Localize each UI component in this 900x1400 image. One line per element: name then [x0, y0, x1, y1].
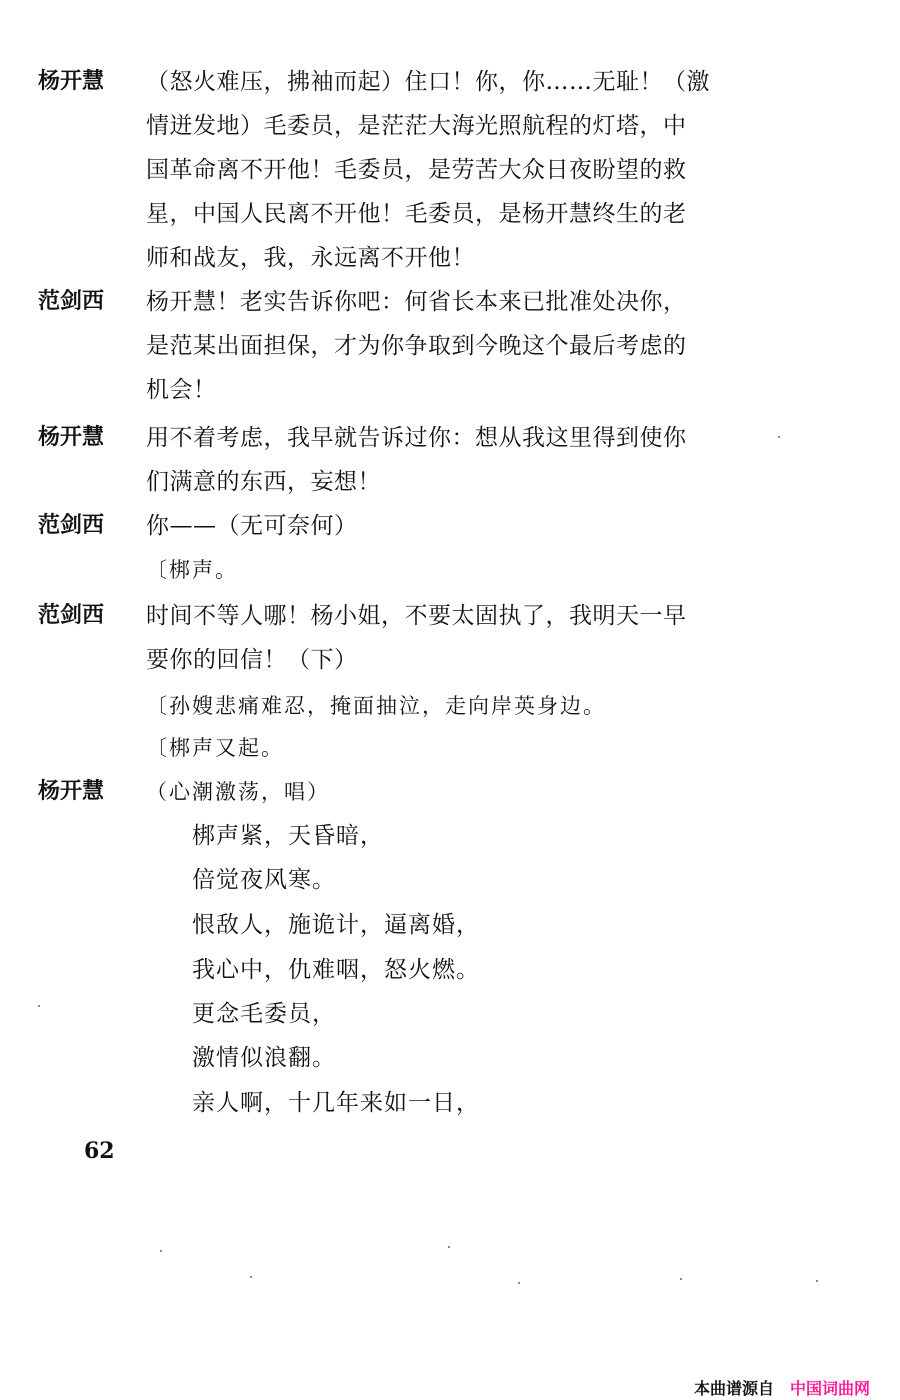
scan-speck — [160, 1250, 162, 1252]
scan-speck — [38, 1005, 40, 1007]
watermark-site: 中国词曲网 — [790, 1379, 871, 1398]
dialogue-line: 是范某出面担保，才为你争取到今晚这个最后考虑的 — [146, 333, 687, 359]
dialogue-line: 国革命离不开他！毛委员，是劳苦大众日夜盼望的救 — [146, 157, 687, 183]
verse-line: 激情似浪翻。 — [192, 1045, 336, 1071]
watermark — [694, 1376, 870, 1399]
dialogue-lines — [146, 280, 786, 412]
dialogue-line: （心潮激荡，唱） — [146, 780, 330, 804]
dialogue-line: 要你的回信！（下） — [146, 647, 358, 673]
dialogue-line: 情迸发地）毛委员，是茫茫大海光照航程的灯塔，中 — [146, 113, 687, 139]
stage-direction: 〔梆声。 — [146, 558, 238, 582]
dialogue-line: 师和战友，我，永远离不开他！ — [146, 245, 475, 271]
speaker-name: 范剑西 — [38, 513, 105, 538]
speaker-name: 范剑西 — [38, 603, 105, 628]
dialogue-line: 机会！ — [146, 377, 217, 403]
verse-line: 恨敌人，施诡计，逼离婚， — [192, 912, 480, 938]
stage-direction: 〔梆声又起。 — [146, 736, 284, 760]
verse-line: 梆声紧，天昏暗， — [192, 823, 384, 849]
speaker-name: 杨开慧 — [38, 425, 105, 450]
scan-speck — [816, 1280, 818, 1282]
page-number: 62 — [84, 1138, 115, 1164]
dialogue-line: 星，中国人民离不开他！毛委员，是杨开慧终生的老 — [146, 201, 687, 227]
dialogue-lines — [146, 504, 786, 548]
dialogue-line: 用不着考虑，我早就告诉过你：想从我这里得到使你 — [146, 425, 687, 451]
dialogue-line: 们满意的东西，妄想！ — [146, 469, 381, 495]
scan-speck — [680, 1278, 682, 1280]
scan-speck — [518, 1282, 520, 1284]
scan-speck — [778, 436, 780, 438]
speaker-name: 杨开慧 — [38, 779, 105, 804]
watermark-prefix: 本曲谱源自 — [694, 1379, 775, 1398]
dialogue-line: 你——（无可奈何） — [146, 513, 358, 539]
dialogue-line: （怒火难压，拂袖而起）住口！你，你……无耻！（激 — [146, 69, 710, 95]
verse-line: 更念毛委员， — [192, 1001, 336, 1027]
dialogue-lines — [146, 416, 786, 504]
dialogue-lines — [146, 770, 786, 814]
speaker-name: 杨开慧 — [38, 69, 105, 94]
scan-speck — [250, 1276, 252, 1278]
scan-speck — [448, 1246, 450, 1248]
dialogue-line: 时间不等人哪！杨小姐，不要太固执了，我明天一早 — [146, 603, 687, 629]
dialogue-line: 杨开慧！老实告诉你吧：何省长本来已批准处决你， — [146, 289, 687, 315]
verse-line: 亲人啊，十几年来如一日， — [192, 1090, 480, 1116]
stage-direction: 〔孙嫂悲痛难忍，掩面抽泣，走向岸英身边。 — [146, 694, 606, 718]
dialogue-lines — [146, 594, 786, 682]
dialogue-lines — [146, 60, 786, 280]
verse-line: 我心中，仇难咽，怒火燃。 — [192, 957, 480, 983]
verse-line: 倍觉夜风寒。 — [192, 867, 336, 893]
speaker-name: 范剑西 — [38, 289, 105, 314]
